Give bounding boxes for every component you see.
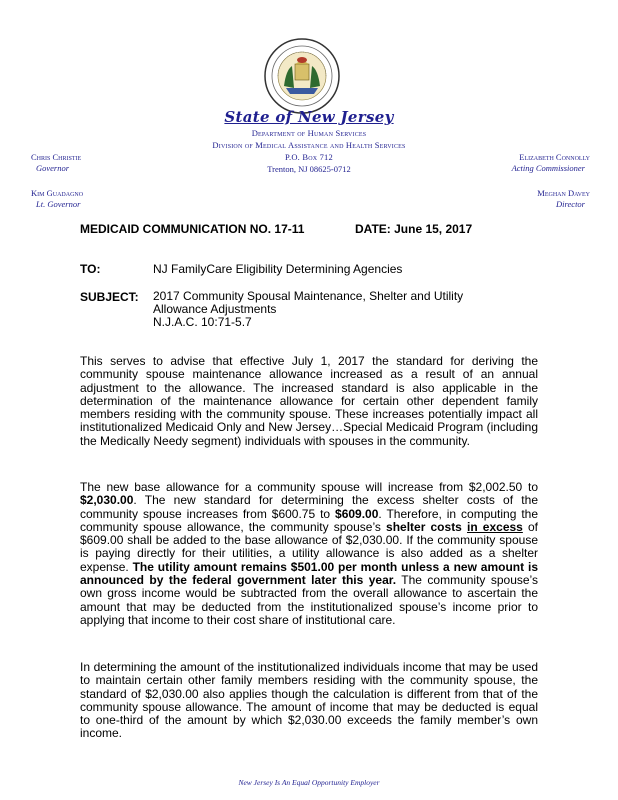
- new-base-allowance: $2,030.00: [80, 493, 134, 508]
- body-paragraph-1: This serves to advise that effective July 1, 2017 the standard for deriving the community spouse maintenance allowance increased as a result of an annual adjustment to the allowance. The increased standard is also applicable in the determination of the maintenance allowance for certain other dependent family members residing with the community spouse. These increases potentially impact all institutionalized Medicaid Only and New Jersey…Special Medicaid Program (including the Medically Needy segment) individuals with spouses in the community.: [80, 354, 538, 448]
- lt-governor-name: Kim Guadagno: [31, 188, 84, 198]
- text-run: . Therefore, in computing the community spouse allowance, the community spouse’s: [80, 506, 538, 534]
- shelter-costs-emphasis: shelter costs: [386, 519, 462, 534]
- lt-governor-block: [31, 188, 83, 210]
- department-name: Department of Human Services: [251, 128, 367, 138]
- text-run: . The new standard for determining the excess shelter costs of the community spouse increases from $600.75 to: [80, 493, 538, 521]
- subject-value: [153, 290, 463, 329]
- footer-eoe: New Jersey Is An Equal Opportunity Employer: [238, 778, 380, 787]
- new-shelter-standard: $609.00: [335, 506, 379, 521]
- city-address: Trenton, NJ 08625-0712: [267, 164, 351, 174]
- to-label: TO:: [80, 262, 101, 276]
- body-paragraph-2: [80, 481, 538, 627]
- director-role: Director: [556, 199, 585, 209]
- governor-name: Chris Christie: [31, 152, 82, 162]
- communication-number: MEDICAID COMMUNICATION NO. 17-11: [80, 222, 305, 236]
- state-seal-icon: [264, 38, 340, 114]
- text-run: The community spouse’s own gross income would be subtracted from the overall allowance to ascertain the amount that may be deducted from the institutionalized spouse’s income prior to applying that income to their cost share of institutional care.: [80, 573, 539, 627]
- body-paragraph-3: In determining the amount of the institutionalized individuals income that may be used to maintain certain other family members residing with the community spouse, the standard of $2,030.00 also applies though the calculation is different from that of the community spouse allowance. The amount of income that may be deducted is equal to one-third of the amount by which $2,030.00 exceeds the family member’s own income.: [80, 660, 538, 741]
- subject-line: N.J.A.C. 10:71-5.7: [153, 315, 252, 329]
- division-name: Division of Medical Assistance and Health Services: [212, 140, 406, 150]
- state-title: State of New Jersey: [224, 108, 394, 126]
- po-box: P.O. Box 712: [285, 152, 333, 162]
- governor-role: Governor: [36, 163, 70, 173]
- commissioner-role: Acting Commissioner: [511, 163, 585, 173]
- commissioner-block: [512, 152, 590, 174]
- director-name: Meghan Davey: [537, 188, 590, 198]
- in-excess-emphasis: in excess: [467, 519, 523, 534]
- communication-date: DATE: June 15, 2017: [355, 222, 473, 236]
- text-run: The new base allowance for a community spouse will increase from $2,002.50 to: [80, 480, 538, 494]
- text-run: of $609.00 shall be added to the base allowance of $2,030.00. If the community spouse is paying directly for their utilities, a utility allowance is also added as a shelter expense.: [80, 519, 538, 574]
- governor-block: [31, 152, 81, 174]
- commissioner-name: Elizabeth Connolly: [519, 152, 590, 162]
- utility-amount-notice: The utility amount remains $501.00 per month unless a new amount is announced by the federal government later this year.: [80, 559, 538, 588]
- subject-label: SUBJECT:: [80, 290, 139, 304]
- lt-governor-role: Lt. Governor: [36, 199, 81, 209]
- to-value: NJ FamilyCare Eligibility Determining Agencies: [153, 262, 403, 276]
- subject-line: 2017 Community Spousal Maintenance, Shelter and Utility: [153, 289, 464, 303]
- director-block: [537, 188, 590, 210]
- subject-line: Allowance Adjustments: [153, 302, 277, 316]
